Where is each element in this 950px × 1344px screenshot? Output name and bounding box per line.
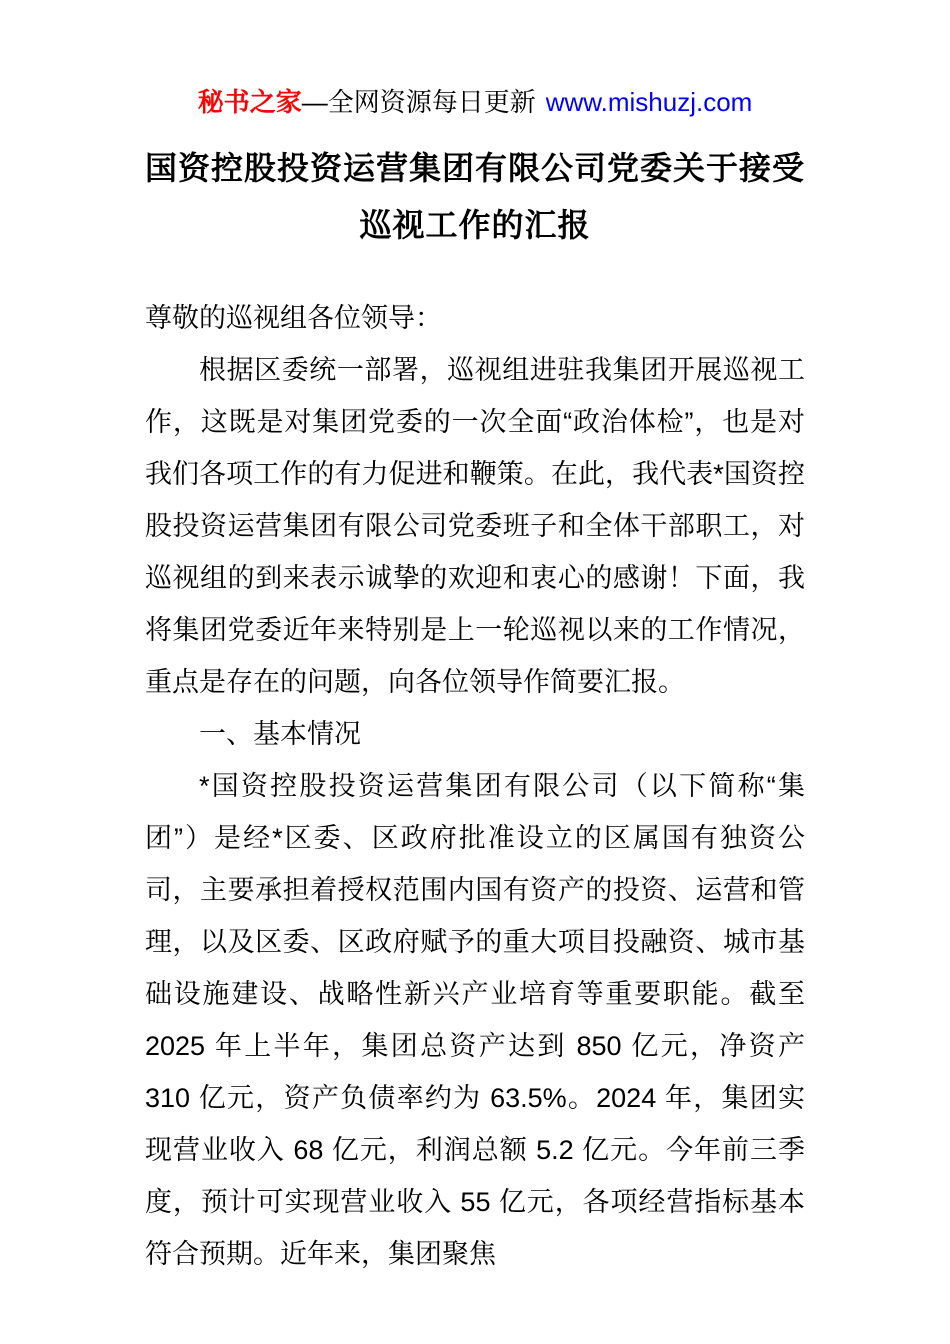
document-body bbox=[145, 292, 805, 1280]
site-url-link[interactable]: www.mishuzj.com bbox=[545, 87, 753, 117]
body-paragraph: 根据区委统一部署，巡视组进驻我集团开展巡视工作，这既是对集团党委的一次全面“政治体检”，也是对我们各项工作的有力促进和鞭策。在此，我代表*国资控股投资运营集团有限公司党委班子和全体干部职工，对巡视组的到来表示诚挚的欢迎和衷心的感谢！下面，我将集团党委近年来特别是上一轮巡视以来的工作情况，重点是存在的问题，向各位领导作简要汇报。 bbox=[145, 355, 805, 697]
body-paragraph: *国资控股投资运营集团有限公司（以下简称“集团”）是经*区委、区政府批准设立的区属国有独资公司，主要承担着授权范围内国有资产的投资、运营和管理，以及区委、区政府赋予的重大项目投融资、城市基础设施建设、战略性新兴产业培育等重要职能。截至 2025 年上半年，集团总资产达到 850 亿元，净资产 310 亿元，资产负债率约为 63.5%。2024 年，集团实现营业收入 68 亿元，利润总额 5.2 亿元。今年前三季度，预计可实现营业收入 55 亿元，各项经营指标基本符合预期。近年来，集团聚焦 bbox=[145, 771, 805, 1269]
document-title: 国资控股投资运营集团有限公司党委关于接受巡视工作的汇报 bbox=[144, 150, 805, 243]
site-tagline: —全网资源每日更新 bbox=[301, 87, 536, 117]
site-header bbox=[0, 0, 950, 120]
site-name: 秘书之家 bbox=[197, 87, 302, 117]
salutation: 尊敬的巡视组各位领导： bbox=[145, 303, 442, 333]
section-heading: 一、基本情况 bbox=[199, 719, 361, 749]
